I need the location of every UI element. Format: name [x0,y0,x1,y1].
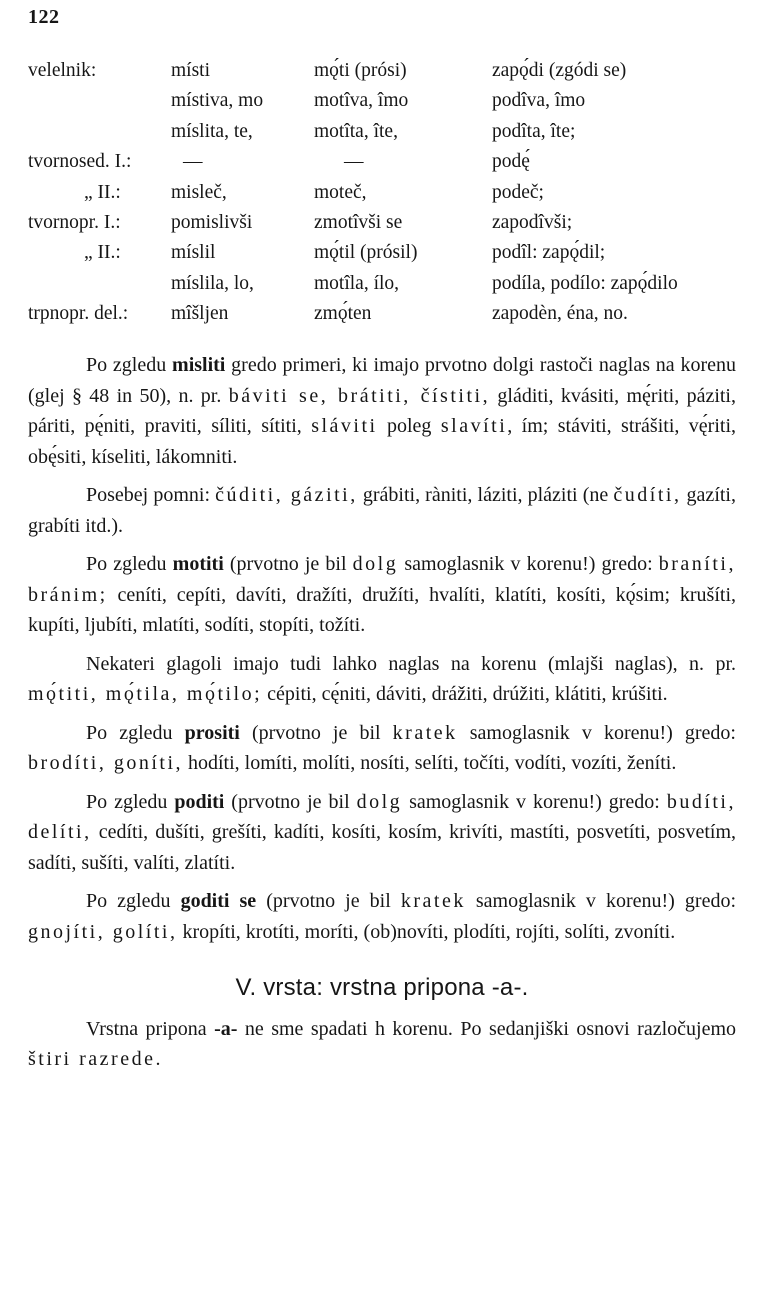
text-run: ceníti, cepíti, davíti, dražíti, družíti, hvalíti, klatíti, kosíti, kǫ́sim; krušíti, kupíti, ljubíti, mlatíti, sodíti, stopíti, tožíti. [28,583,736,636]
text-run: poleg [377,415,441,437]
form-motiti: motîta, îte, [314,120,398,142]
form-misliti: mîšljen [171,303,229,325]
spaced-example: mǫ́titi, mǫ́tila, mǫ́tilo; [28,683,263,705]
form-poditi: podę́ [492,151,530,173]
form-poditi: podeč; [492,181,544,203]
text-run: cépiti, cę́niti, dáviti, drážiti, drúžiti, klátiti, krúšiti. [262,683,668,705]
paragraph-nekateri [28,649,736,710]
form-motiti: motîla, ílo, [314,272,400,294]
text-run: samoglasnik v korenu!) gredo: [402,790,667,813]
spaced-word: dolg [352,553,399,575]
row-label [28,86,171,116]
conjugation-table [28,56,740,330]
form-poditi: zapodîvši; [492,212,573,234]
text-run: Po zgledu [86,553,173,575]
text-run: kropíti, krotíti, moríti, (ob)novíti, plodíti, rojíti, solíti, zvoníti. [177,920,676,943]
text-run: (prvotno je bil [256,890,401,912]
spaced-word: dolg [356,790,403,813]
spaced-word: kratek [400,890,466,912]
text-run: Posebej pomni: [86,484,216,506]
text-run: Vrstna pripona [86,1017,215,1040]
form-poditi: zapodèn, éna, no. [492,303,628,325]
spaced-example: braníti, bránim; [28,553,736,606]
row-label: tvornosed. I.: [28,151,132,173]
text-run: gazíti, grabíti itd.). [28,484,736,537]
text-run: gláditi, kvásiti, mę́riti, páziti, páriti, pę́niti, praviti, síliti, sítiti, [28,384,736,437]
table-row [28,299,740,329]
spaced-example: čudíti, [613,484,682,506]
text-run: Nekateri glagoli imajo tudi lahko naglas na korenu (mlajši naglas), n. pr. [86,652,736,675]
paragraph-motiti [28,549,736,641]
form-poditi: podîl: zapǫ́dil; [492,242,606,264]
paragraph-misliti [28,350,736,472]
form-misliti: míslil [171,242,216,264]
row-label [28,117,171,147]
paragraph-goditi-se [28,886,736,947]
spaced-example: čúditi, gáziti, [215,484,358,506]
text-run: cedíti, dušíti, grešíti, kadíti, kosíti, kosím, krivíti, mastíti, posvetíti, posvetím, sadíti, sušíti, valíti, zlatíti. [28,821,736,874]
paragraph-poditi [28,787,736,879]
section-heading: V. vrsta: vrstna pripona -a-. [235,974,529,1001]
row-label: velelnik: [28,60,97,81]
text-run: hodíti, lomíti, molíti, nosíti, selíti, točíti, vodíti, vozíti, ženíti. [183,752,677,774]
form-motiti: zmǫ́ten [314,303,372,325]
form-poditi: zapǫ́di (zgódi se) [492,60,627,81]
form-misliti: misleč, [171,181,227,203]
spaced-word: štiri razrede [28,1048,156,1070]
text-run: gredo primeri, ki imajo prvotno dolgi rastoči naglas na korenu (glej § 48 in 50), n. pr. [28,354,736,407]
form-misliti: místi [171,60,211,81]
keyword-suffix-a: -a- [214,1017,238,1040]
text-run: samoglasnik v korenu!) gredo: [465,890,736,912]
form-misliti: místiva, mo [171,90,264,112]
paragraph-vrstna-pripona [28,1014,736,1075]
spaced-example: gnojíti, golíti, [28,920,178,943]
keyword-goditi-se: goditi se [180,890,257,912]
form-motiti: moteč, [314,181,367,203]
row-label: tvornopr. I.: [28,212,121,234]
table-row [28,147,740,177]
text-run: Po zgledu [86,721,185,744]
text-run: (prvotno je bil [223,553,353,575]
body-text [28,350,736,1083]
text-run: ne sme spadati h korenu. Po sedanjiški osnovi razločujemo [237,1017,736,1040]
text-run: . [155,1048,161,1070]
row-label [28,269,171,299]
keyword-poditi: poditi [174,790,225,813]
text-run: grábiti, ràniti, láziti, pláziti (ne [357,484,614,506]
table-row [28,269,740,299]
form-motiti: mǫ́ti (prósi) [314,60,407,81]
form-misliti: pomislivši [171,212,253,234]
keyword-prositi: prositi [184,721,240,744]
table-row [28,208,740,238]
table-row [28,178,740,208]
text-run: samoglasnik v korenu!) gredo: [398,553,659,575]
paragraph-prositi [28,718,736,779]
form-poditi: podíla, podílo: zapǫ́dilo [492,272,678,294]
table-row [28,56,740,86]
text-run: (prvotno je bil [224,790,357,813]
text-run: Po zgledu [86,890,181,912]
row-label: „ II.: [84,181,121,203]
form-motiti: motîva, îmo [314,90,409,112]
paragraph-posebej [28,480,736,541]
form-misliti: míslila, lo, [171,272,254,294]
form-poditi: podîva, îmo [492,90,586,112]
spaced-example: brodíti, goníti, [28,752,183,774]
spaced-word: kratek [392,721,458,744]
form-poditi: podîta, îte; [492,120,576,142]
row-label: trpnopr. del.: [28,303,129,325]
table-row [28,117,740,147]
spaced-example: sláviti [311,415,378,437]
table-row [28,238,740,268]
spaced-example: báviti se, brátiti, čístiti, [228,384,491,407]
text-run: (prvotno je bil [239,721,393,744]
form-motiti: zmotîvši se [314,212,403,234]
form-motiti: — [344,151,364,173]
form-motiti: mǫ́til (prósil) [314,242,418,264]
table-row [28,86,740,116]
text-run: Po zgledu [86,354,173,376]
spaced-example: budíti, delíti, [28,790,736,843]
keyword-motiti: motiti [172,553,224,575]
text-run: Po zgledu [86,790,175,813]
spaced-example: slavíti [440,415,508,437]
form-misliti: míslita, te, [171,120,253,142]
text-run: samoglasnik v korenu!) gredo: [457,721,736,744]
form-misliti: — [183,151,203,173]
row-label: „ II.: [84,242,121,264]
keyword-misliti: misliti [172,354,226,376]
text-run: , ím; stáviti, strášiti, vę́riti, obę́siti, kíseliti, lákomniti. [28,415,737,468]
page-number: 122 [28,6,60,28]
